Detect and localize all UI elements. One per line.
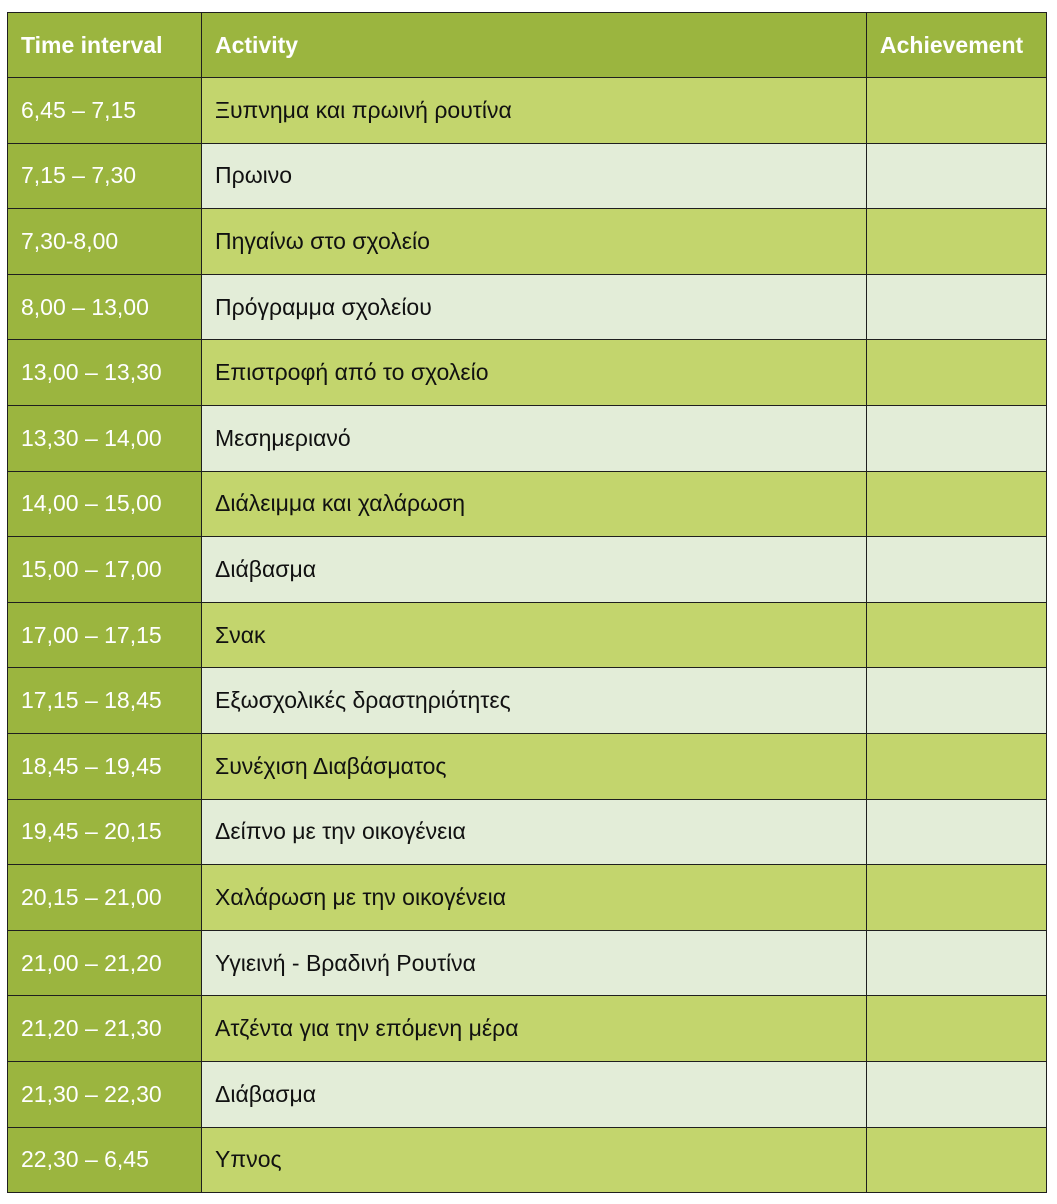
achievement-cell[interactable]	[867, 930, 1047, 996]
achievement-cell[interactable]	[867, 1061, 1047, 1127]
achievement-cell[interactable]	[867, 340, 1047, 406]
table-row	[8, 340, 1047, 406]
table-row	[8, 78, 1047, 144]
header-time-interval: Time interval	[8, 13, 202, 78]
table-row	[8, 471, 1047, 537]
activity-cell: Πρωινο	[202, 143, 867, 209]
achievement-cell[interactable]	[867, 799, 1047, 865]
time-interval-cell: 21,00 – 21,20	[8, 930, 202, 996]
activity-cell: Εξωσχολικές δραστηριότητες	[202, 668, 867, 734]
table-row	[8, 274, 1047, 340]
time-interval-cell: 21,20 – 21,30	[8, 996, 202, 1062]
activity-cell: Ξυπνημα και πρωινή ρουτίνα	[202, 78, 867, 144]
time-interval-cell: 17,00 – 17,15	[8, 602, 202, 668]
table-row	[8, 1061, 1047, 1127]
time-interval-cell: 20,15 – 21,00	[8, 865, 202, 931]
time-interval-cell: 13,30 – 14,00	[8, 405, 202, 471]
achievement-cell[interactable]	[867, 1127, 1047, 1193]
time-interval-cell: 17,15 – 18,45	[8, 668, 202, 734]
achievement-cell[interactable]	[867, 405, 1047, 471]
activity-cell: Υγιεινή - Βραδινή Ρουτίνα	[202, 930, 867, 996]
header-row	[8, 13, 1047, 78]
table-row	[8, 865, 1047, 931]
activity-cell: Δείπνο με την οικογένεια	[202, 799, 867, 865]
table-row	[8, 209, 1047, 275]
table-row	[8, 996, 1047, 1062]
activity-cell: Διάλειμμα και χαλάρωση	[202, 471, 867, 537]
activity-cell: Επιστροφή από το σχολείο	[202, 340, 867, 406]
schedule-table	[7, 12, 1047, 1193]
schedule-body	[8, 78, 1047, 1193]
achievement-cell[interactable]	[867, 274, 1047, 340]
activity-cell: Υπνος	[202, 1127, 867, 1193]
time-interval-cell: 19,45 – 20,15	[8, 799, 202, 865]
time-interval-cell: 14,00 – 15,00	[8, 471, 202, 537]
table-row	[8, 405, 1047, 471]
activity-cell: Πρόγραμμα σχολείου	[202, 274, 867, 340]
time-interval-cell: 15,00 – 17,00	[8, 537, 202, 603]
achievement-cell[interactable]	[867, 143, 1047, 209]
achievement-cell[interactable]	[867, 865, 1047, 931]
table-row	[8, 537, 1047, 603]
activity-cell: Πηγαίνω στο σχολείο	[202, 209, 867, 275]
activity-cell: Σνακ	[202, 602, 867, 668]
achievement-cell[interactable]	[867, 78, 1047, 144]
time-interval-cell: 7,15 – 7,30	[8, 143, 202, 209]
achievement-cell[interactable]	[867, 537, 1047, 603]
achievement-cell[interactable]	[867, 996, 1047, 1062]
achievement-cell[interactable]	[867, 668, 1047, 734]
table-row	[8, 799, 1047, 865]
time-interval-cell: 18,45 – 19,45	[8, 733, 202, 799]
time-interval-cell: 21,30 – 22,30	[8, 1061, 202, 1127]
time-interval-cell: 8,00 – 13,00	[8, 274, 202, 340]
table-row	[8, 1127, 1047, 1193]
table-row	[8, 602, 1047, 668]
table-row	[8, 930, 1047, 996]
schedule-sheet	[7, 12, 1046, 1193]
table-row	[8, 143, 1047, 209]
time-interval-cell: 6,45 – 7,15	[8, 78, 202, 144]
achievement-cell[interactable]	[867, 733, 1047, 799]
achievement-cell[interactable]	[867, 602, 1047, 668]
time-interval-cell: 22,30 – 6,45	[8, 1127, 202, 1193]
header-achievement: Achievement	[867, 13, 1047, 78]
header-activity: Activity	[202, 13, 867, 78]
time-interval-cell: 7,30-8,00	[8, 209, 202, 275]
activity-cell: Χαλάρωση με την οικογένεια	[202, 865, 867, 931]
achievement-cell[interactable]	[867, 209, 1047, 275]
activity-cell: Μεσημεριανό	[202, 405, 867, 471]
activity-cell: Διάβασμα	[202, 1061, 867, 1127]
activity-cell: Συνέχιση Διαβάσματος	[202, 733, 867, 799]
activity-cell: Ατζέντα για την επόμενη μέρα	[202, 996, 867, 1062]
table-row	[8, 668, 1047, 734]
activity-cell: Διάβασμα	[202, 537, 867, 603]
table-row	[8, 733, 1047, 799]
time-interval-cell: 13,00 – 13,30	[8, 340, 202, 406]
achievement-cell[interactable]	[867, 471, 1047, 537]
